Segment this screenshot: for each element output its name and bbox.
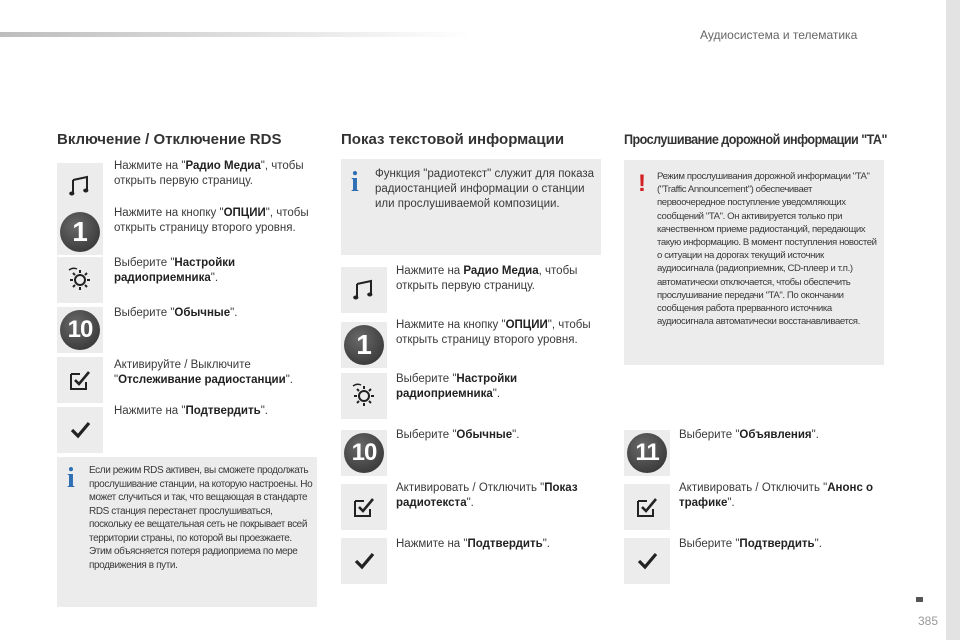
badge-number-1: 1 [344, 325, 384, 365]
col2-info-box [341, 159, 601, 255]
music-note-icon [57, 163, 103, 209]
badge-number-10: 10 [344, 433, 384, 473]
col1-step-4: Выберите "Обычные". [114, 307, 238, 319]
col1-step-1: Нажмите на "Радио Медиа", чтобы открыть первую страницу. [114, 160, 304, 187]
badge-number-10: 10 [60, 310, 100, 350]
col2-step-3: Выберите "Настройки радиоприемника". [396, 373, 518, 400]
badge-number-11: 11 [627, 433, 667, 473]
badge-number-1: 1 [60, 212, 100, 252]
col3-info-box [624, 160, 884, 365]
col1-info-box [57, 457, 317, 607]
col3-info-text: Режим прослушивания дорожной информации "TA" ("Traffic Announcement") обеспечивает первоочередное поступление уведомляющих сообщений "TA". Он активируется только при качественном приеме радиостанций, передающих такую информацию. В момент поступления новостей о ситуации на дорогах текущий источник аудиосигнала (радиоприемник, CD-плеер и т.п.) автоматически отключается, чтобы обеспечить прослушивание передачи "TA". По окончании сообщения работа прерванного источника аудиосигнала автоматически восстанавливается. [657, 171, 877, 328]
badge-step-11 [624, 430, 670, 476]
col2-step-4: Выберите "Обычные". [396, 429, 520, 441]
badge-step-1 [341, 322, 387, 368]
checkmark-icon [341, 538, 387, 584]
col3-title: Прослушивание дорожной информации "TA" [624, 131, 887, 147]
col3-step-1: Выберите "Объявления". [679, 429, 819, 441]
col1-step-3: Выберите "Настройки радиоприемника". [114, 257, 236, 284]
music-note-icon [341, 267, 387, 313]
checkmark-icon [57, 407, 103, 453]
badge-step-10 [57, 307, 103, 353]
col1-title: Включение / Отключение RDS [57, 131, 282, 148]
col2-info-text: Функция "радиотекст" служит для показа радиостанцией информации о станции или прослушиваемой композиции. [375, 168, 595, 210]
checkbox-icon [341, 484, 387, 530]
page-edge-strip [946, 0, 960, 640]
radio-settings-icon [57, 257, 103, 303]
col2-step-2: Нажмите на кнопку "ОПЦИИ", чтобы открыть страницу второго уровня. [396, 319, 591, 346]
badge-step-10 [341, 430, 387, 476]
section-header-title: Аудиосистема и телематика [700, 28, 858, 42]
badge-step-1 [57, 209, 103, 255]
col2-title: Показ текстовой информации [341, 131, 565, 148]
page-marker [916, 597, 923, 602]
info-icon: i [351, 167, 359, 198]
col2-step-1: Нажмите на Радио Медиа, чтобы открыть первую страницу. [396, 265, 578, 292]
warning-icon: ! [638, 170, 646, 197]
col1-step-5: Активируйте / Выключите "Отслеживание радиостанции". [114, 359, 293, 386]
col1-info-text: Если режим RDS активен, вы сможете продолжать прослушивание станции, на которую настроены. Но может случиться и так, что вещающая в стандарте RDS станция перестанет прослушиваться, поскольку ее вещательная сеть не покрывает всей территории страны, по которой вы проезжаете. Этим объясняется потеря радиоприема по мере продвижения в пути. [89, 465, 313, 571]
col1-step-2: Нажмите на кнопку "ОПЦИИ", чтобы открыть страницу второго уровня. [114, 207, 309, 234]
col2-step-6: Нажмите на "Подтвердить". [396, 538, 550, 550]
checkbox-icon [624, 484, 670, 530]
radio-settings-icon [341, 373, 387, 419]
col2-step-5: Активировать / Отключить "Показ радиотекста". [396, 482, 578, 509]
page-number: 385 [917, 614, 938, 628]
header-decoration-bar [0, 32, 470, 37]
col3-step-2: Активировать / Отключить "Анонс о трафике". [679, 482, 874, 509]
checkbox-icon [57, 357, 103, 403]
col3-step-3: Выберите "Подтвердить". [679, 538, 822, 550]
col1-step-6: Нажмите на "Подтвердить". [114, 405, 268, 417]
checkmark-icon [624, 538, 670, 584]
info-icon: i [67, 463, 75, 494]
